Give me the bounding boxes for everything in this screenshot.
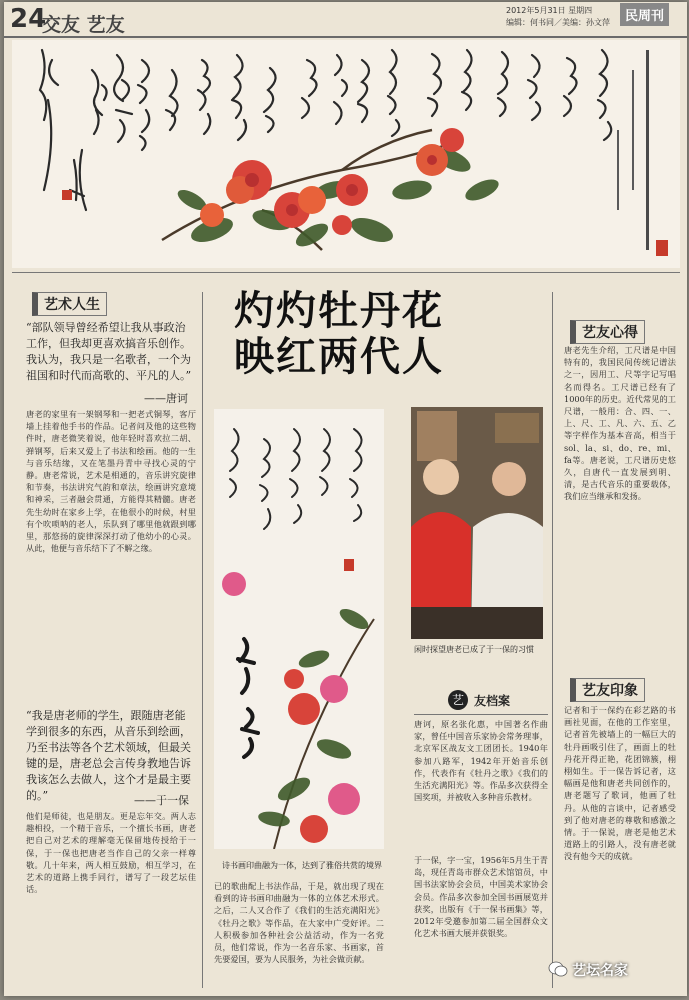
profile-heading: 友档案 [474,694,511,708]
newspaper-brand: 民周刊 [620,3,669,26]
painting-caption: 诗书画印曲融为一体，达到了雅俗共赏的境界 [222,861,382,870]
quote-signature: ——唐诃 [144,392,188,405]
painting-art [214,409,384,849]
quote-yuyibao: “我是唐老师的学生，跟随唐老能学到很多的东西，从音乐到绘画，乃至书法等各个艺术领域，但最关键的是，唐老总会言传身教地告诉我该怎么去做人，这个才是最主要的。” [26,709,191,802]
experience-body: 唐老先生介绍，工尺谱是中国特有的，我国民间传统记谱法之一，因用工、尺等字记写唱名而得名。工尺谱已经有了1000年的历史。近代常见的工尺谱，一般用：合、四、一、上、尺、工、凡、六、五、乙等字样作为基本音高，相当于sol、la、si、do、re、mi、fa等。唐老说，工尺谱历史悠久，自唐代一直发展到明、清，是古代音乐的重要载体，我们应当继承和发扬。 [564,345,676,502]
photo-caption: 闲时探望唐老已成了于一保的习惯 [414,645,534,654]
column-divider [552,292,553,988]
section-heading-impression: 艺友印象 [570,678,645,702]
title-line: 映红两代人 [234,334,444,380]
article-body: 唐老的家里有一架钢琴和一把老式铜琴，客厅墙上挂着他手书的作品。记者问及他的这些物件时，唐老微笑着说，他年轻时喜欢拉二胡、弹钢琴，后来又爱上了书法和绘画。他的一生与音乐结缘，又在笔墨丹青中寻找心灵的宁静。唐老常说，艺术是相通的，音乐讲究旋律和节奏，书法讲究气韵和章法，绘画讲究意境和神采，三者融会贯通，方能得其精髓。唐老先生幼时在家乡上学，在他很小的时候，村里有个吹唢呐的老人，乐队到了哪里他就跟到哪里，那悠扬的旋律深深打动了他幼小的心灵。从此，他便与音乐结下了不解之缘。 [26,409,196,554]
profile-yuyibao: 于一保，字一宝，1956年5月生于青岛，现任青岛市群众艺术馆馆员，中国书法家协会会员，中国美术家协会会员。作品多次参加全国书画展览并获奖，出版有《于一保书画集》等，2012年受邀参加第二届全国群众文化艺术书画大展并获银奖。 [414,855,548,939]
top-calligraphy-painting [12,40,680,268]
article-body: 已的歌曲配上书法作品，于是，就出现了现在看到的诗书画印曲融为一体的立体艺术形式。之后，二人又合作了《我们的生活充满阳光》《牡丹之歌》等作品，在大家中广受好评。二人积极参加各种社会公益活动，作为一名党员，他们常说，作为一名音乐家、书画家，首先要爱国，要为人民服务，为社会做贡献。 [214,881,384,965]
calligraphy-peony-painting [214,409,384,849]
photo-tanghe-yuyibao [411,407,543,639]
article-title [234,288,444,380]
page-header [4,2,687,38]
wechat-icon [548,960,568,978]
profile-tanghe: 唐诃，原名张化惠，中国著名作曲家，曾任中国音乐家协会常务理事，北京军区战友文工团团长。1940年参加八路军，1942年开始音乐创作，代表作有《牡丹之歌》《我们的生活充满阳光》等。作品多次获得全国奖项，并被收入多种音乐教材。 [414,719,548,803]
profile-badge: 艺 [448,690,468,710]
newspaper-page [4,2,687,996]
watermark-text: 艺坛名家 [572,963,628,979]
title-line: 灼灼牡丹花 [234,288,444,334]
divider [414,714,548,715]
issue-date: 2012年5月31日 星期四 [506,6,593,15]
section-name: 交友 艺友 [42,14,125,36]
article-body: 他们是师徒，也是朋友。更是忘年交。两人志趣相投，一个精于音乐，一个擅长书画，唐老把自己对艺术的理解毫无保留地传授给于一保，于一保也把唐老当作自己的父亲一样尊敬。几十年来，两人相互鼓励，相互学习，在艺术的道路上携手同行，谱写了一段艺坛佳话。 [26,811,196,895]
column-divider [202,292,203,988]
photo-art [411,407,543,639]
section-heading-experience: 艺友心得 [570,320,645,344]
section-heading-art-life: 艺术人生 [32,292,107,316]
top-painting-art [12,40,680,268]
impression-body: 记者和于一保约在彩艺路的书画社见面，在他的工作室里，记者首先被墙上的一幅巨大的牡丹画吸引住了，画面上的牡丹花开得正艳，花团锦簇，栩栩如生。于一保告诉记者，这幅画是他和唐老共同创作的，唐老题写了歌词，他画了牡丹。从他的言谈中，记者感受到了他对唐老的尊敬和感激之情。于一保说，唐老是他艺术道路上的引路人，没有唐老就没有他今天的成就。 [564,705,676,862]
page-number: 24 [10,4,47,34]
divider [12,272,680,273]
quote-signature: ——于一保 [134,794,189,807]
editor-credit: 编辑：何书同／美编：孙文萍 [506,18,610,27]
quote-tanghe: “部队领导曾经希望让我从事政治工作，但我却更喜欢搞音乐创作。我认为，我只是一名歌者，一个为祖国和时代而高歌的、平凡的人。” [26,321,192,382]
